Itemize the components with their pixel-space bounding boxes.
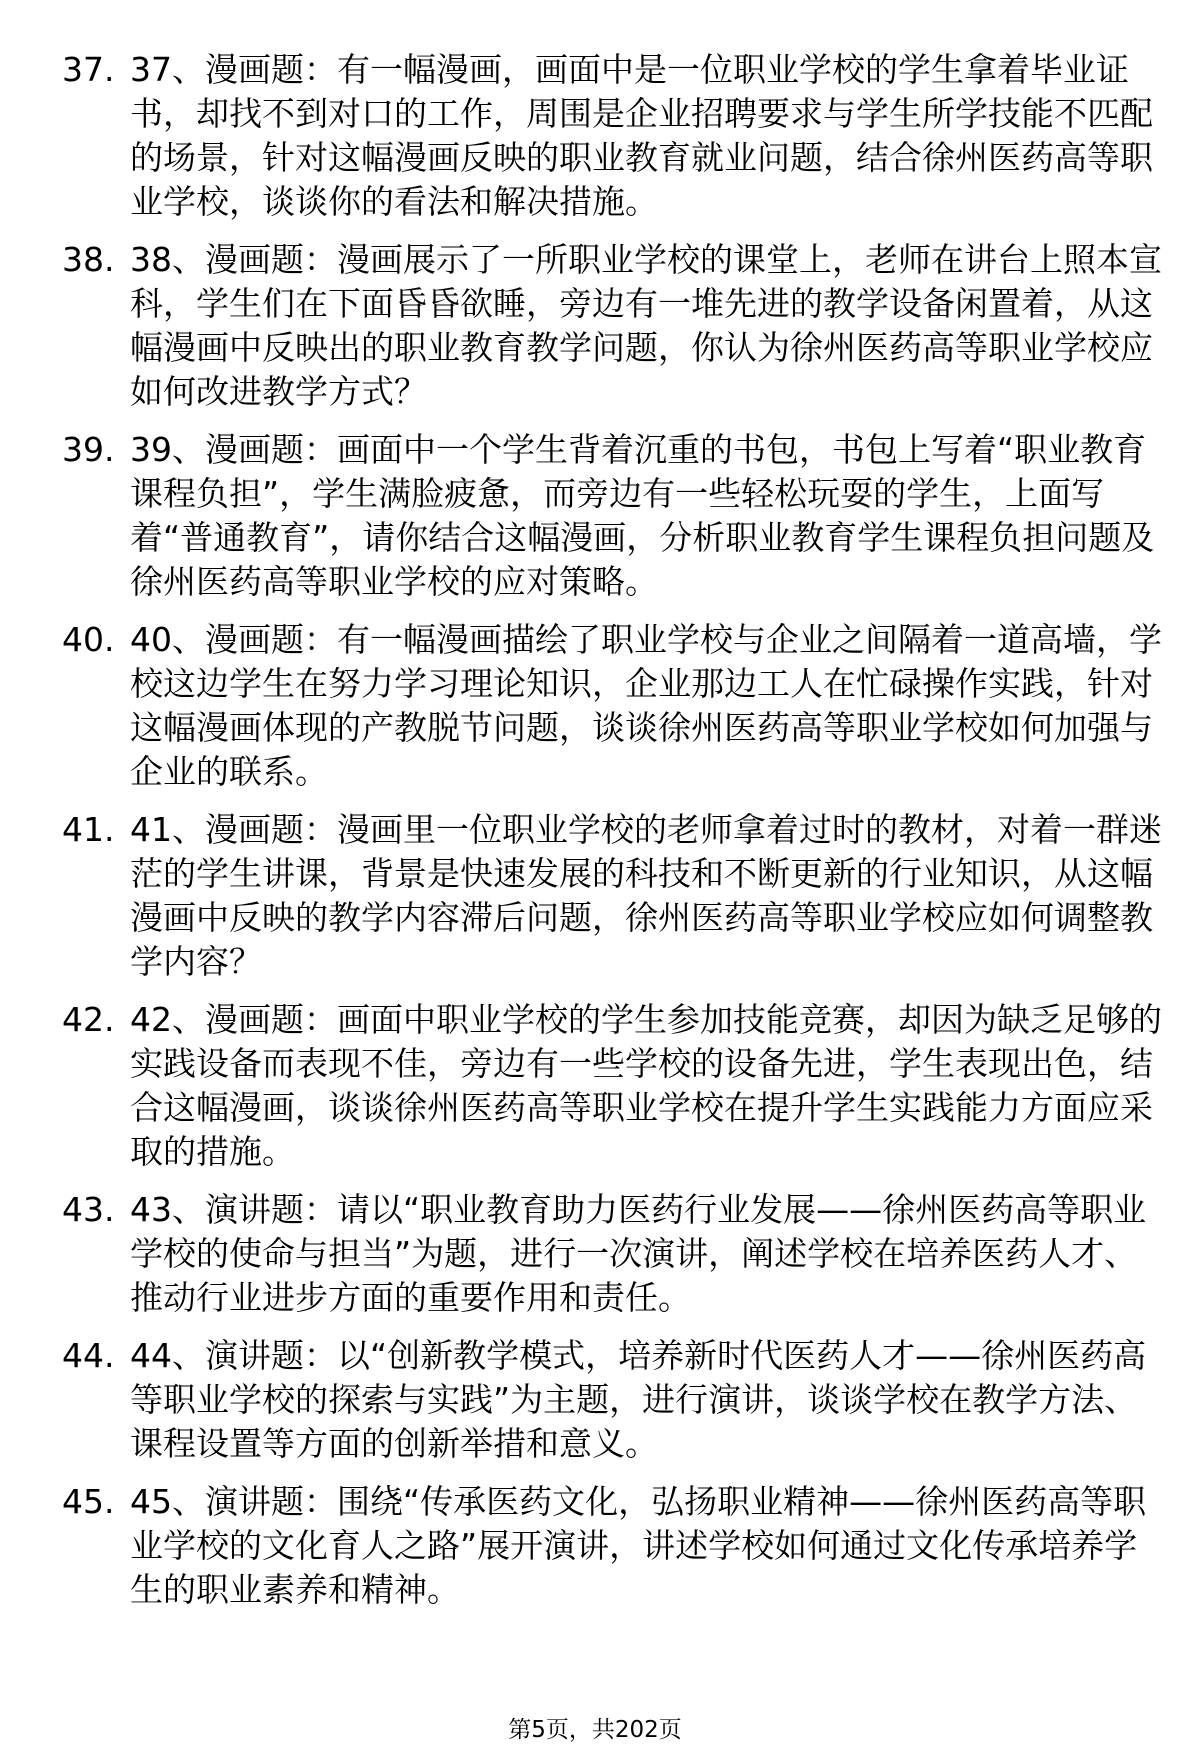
question-item [62, 808, 1162, 984]
question-item [62, 48, 1162, 224]
question-number: 45. [62, 1482, 115, 1521]
question-text: 43、演讲题：请以“职业教育助力医药行业发展——徐州医药高等职业学校的使命与担当”为题，进行一次演讲，阐述学校在培养医药人才、推动行业进步方面的重要作用和责任。 [130, 1190, 1147, 1317]
question-item [62, 428, 1162, 604]
question-number: 43. [62, 1190, 115, 1229]
question-item [62, 618, 1162, 794]
page-number-label: 第5页，共202页 [508, 1717, 682, 1743]
question-text: 40、漫画题：有一幅漫画描绘了职业学校与企业之间隔着一道高墙，学校这边学生在努力学习理论知识，企业那边工人在忙碌操作实践，针对这幅漫画体现的产教脱节问题，谈谈徐州医药高等职业学校如何加强与企业的联系。 [130, 620, 1162, 791]
page-footer [0, 1716, 1190, 1744]
question-item [62, 238, 1162, 414]
question-text: 45、演讲题：围绕“传承医药文化，弘扬职业精神——徐州医药高等职业学校的文化育人之路”展开演讲，讲述学校如何通过文化传承培养学生的职业素养和精神。 [130, 1482, 1147, 1609]
question-item [62, 1188, 1162, 1320]
question-number: 39. [62, 430, 115, 469]
question-list [62, 48, 1162, 1626]
question-text: 39、漫画题：画面中一个学生背着沉重的书包，书包上写着“职业教育课程负担”，学生满脸疲惫，而旁边有一些轻松玩耍的学生，上面写着“普通教育”，请你结合这幅漫画，分析职业教育学生课程负担问题及徐州医药高等职业学校的应对策略。 [130, 430, 1155, 601]
question-text: 41、漫画题：漫画里一位职业学校的老师拿着过时的教材，对着一群迷茫的学生讲课，背景是快速发展的科技和不断更新的行业知识，从这幅漫画中反映的教学内容滞后问题，徐州医药高等职业学校应如何调整教学内容？ [130, 810, 1162, 981]
question-number: 42. [62, 1000, 115, 1039]
question-text: 44、演讲题：以“创新教学模式，培养新时代医药人才——徐州医药高等职业学校的探索与实践”为主题，进行演讲，谈谈学校在教学方法、课程设置等方面的创新举措和意义。 [130, 1336, 1147, 1463]
question-number: 41. [62, 810, 115, 849]
question-text: 42、漫画题：画面中职业学校的学生参加技能竞赛，却因为缺乏足够的实践设备而表现不佳，旁边有一些学校的设备先进，学生表现出色，结合这幅漫画，谈谈徐州医药高等职业学校在提升学生实践能力方面应采取的措施。 [130, 1000, 1162, 1171]
question-item [62, 998, 1162, 1174]
question-number: 37. [62, 50, 115, 89]
question-text: 38、漫画题：漫画展示了一所职业学校的课堂上，老师在讲台上照本宣科，学生们在下面昏昏欲睡，旁边有一堆先进的教学设备闲置着，从这幅漫画中反映出的职业教育教学问题，你认为徐州医药高等职业学校应如何改进教学方式？ [130, 240, 1162, 411]
question-text: 37、漫画题：有一幅漫画，画面中是一位职业学校的学生拿着毕业证书，却找不到对口的工作，周围是企业招聘要求与学生所学技能不匹配的场景，针对这幅漫画反映的职业教育就业问题，结合徐州医药高等职业学校，谈谈你的看法和解决措施。 [130, 50, 1153, 221]
question-number: 44. [62, 1336, 115, 1375]
question-item [62, 1334, 1162, 1466]
question-number: 40. [62, 620, 115, 659]
question-number: 38. [62, 240, 115, 279]
question-item [62, 1480, 1162, 1612]
